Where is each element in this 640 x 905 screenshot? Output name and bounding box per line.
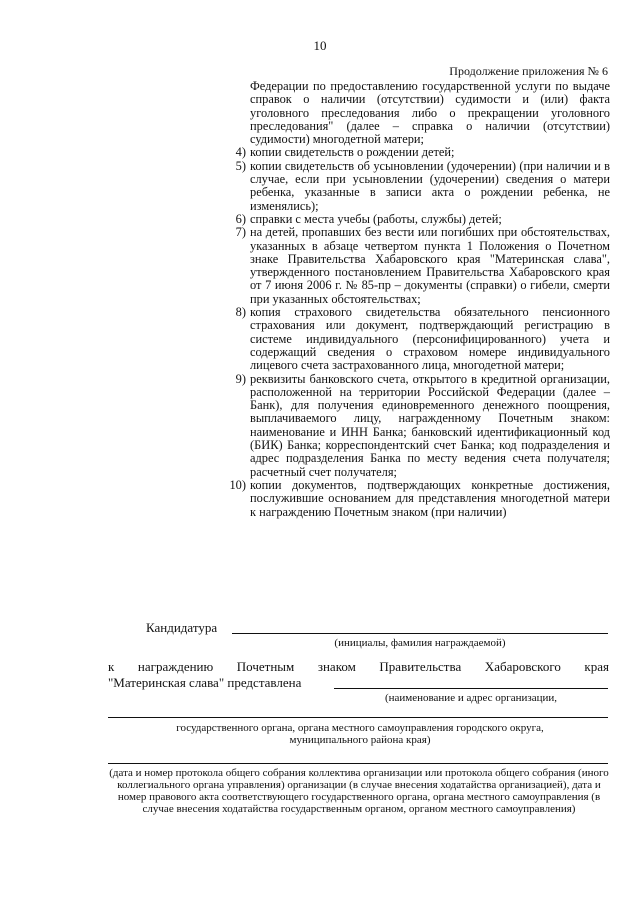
- organization-caption: (наименование и адрес организации,: [384, 692, 558, 704]
- organization-field-line[interactable]: [334, 688, 608, 689]
- award-line-1: к награждению Почетным знаком Правительства Хабаровского края: [108, 659, 609, 674]
- list-item-text: реквизиты банковского счета, открытого в кредитной организации, расположенной на территории Российской Федерации (далее – Банк), для получения единовременного денежного поощрения, выплачиваемого лицу, награжденному Почетным знаком: наименование и ИНН Банка; банковский идентификационный код (БИК) Банка; корреспондентский счет Банка; код подразделения и адрес подразделения Банка по месту ведения счета получателя; расчетный счет получателя;: [250, 371, 610, 479]
- list-item: [226, 479, 610, 519]
- list-item-number: [226, 80, 250, 146]
- list-item-text: Федерации по предоставлению государственной услуги по выдаче справок о наличии (отсутствии) судимости и (или) факта уголовного преследования либо о прекращении уголовного преследования" (далее – справка о наличии (отсутствии) судимости) многодетной матери;: [250, 79, 610, 147]
- page-number: 10: [313, 38, 327, 53]
- award-line-2: "Материнская слава" представлена: [108, 675, 302, 690]
- list-item-text: справки с места учебы (работы, службы) детей;: [250, 211, 502, 226]
- protocol-caption: (дата и номер протокола общего собрания коллектива организации или протокола общего собрания (иного коллегиального органа управления) организации (в случае внесения ходатайства организацией), дата и номер правового акта соответствующего государственного органа, органа местного самоуправления (в случае внесения ходатайства государственным органом, органом местного самоуправления): [109, 767, 609, 815]
- list-item-number: 5): [235, 158, 246, 173]
- list-item: [226, 226, 610, 306]
- list-item: [226, 306, 610, 372]
- list-item-text: копии документов, подтверждающих конкретные достижения, послужившие основанием для представления многодетной матери к награждению Почетным знаком (при наличии): [250, 477, 610, 519]
- list-item-text: копия страхового свидетельства обязательного пенсионного страхования или документ, подтверждающий регистрацию в системе индивидуального (персонифицированного) учета и содержащий сведения о страховом номере индивидуального лицевого счета застрахованного лица, многодетной матери;: [250, 305, 610, 373]
- protocol-field-line[interactable]: [108, 763, 608, 764]
- list-item-text: копии свидетельств об усыновлении (удочерении) (при наличии и в случае, если при усыновлении (удочерении) сведения о матери ребенка, указанные в записи акта о рождении ребенка, не изменялись);: [250, 158, 610, 213]
- organization-field-line-2[interactable]: [108, 717, 608, 718]
- list-item-number: 9): [235, 371, 246, 386]
- list-item: [226, 373, 610, 479]
- list-item: [226, 146, 610, 159]
- list-item: [226, 160, 610, 213]
- candidate-field-line[interactable]: [232, 633, 608, 634]
- list-item-number: 8): [235, 305, 246, 320]
- list-item-text: копии свидетельств о рождении детей;: [250, 145, 455, 160]
- continuation-header: Продолжение приложения № 6: [449, 64, 608, 78]
- list-item-text: на детей, пропавших без вести или погибших при обстоятельствах, указанных в абзаце четвертом пункта 1 Положения о Почетном знаке Правительства Хабаровского края "Материнская слава", утвержденного постановлением Правительства Хабаровского края от 7 июня 2006 г. № 85-пр – документы (справки) о гибели, смерти при указанных обстоятельствах;: [250, 225, 610, 306]
- list-item-number: 7): [235, 225, 246, 240]
- document-list: [226, 80, 610, 519]
- candidate-label: Кандидатура: [146, 620, 218, 635]
- government-caption: государственного органа, органа местного самоуправления городского округа, муниципального района края): [176, 722, 544, 746]
- list-item-number: 10): [229, 477, 246, 492]
- list-item-number: 6): [235, 211, 246, 226]
- list-item: [226, 80, 610, 146]
- list-item-number: 4): [235, 145, 246, 160]
- list-item: [226, 213, 610, 226]
- candidate-caption: (инициалы, фамилия награждаемой): [334, 637, 506, 649]
